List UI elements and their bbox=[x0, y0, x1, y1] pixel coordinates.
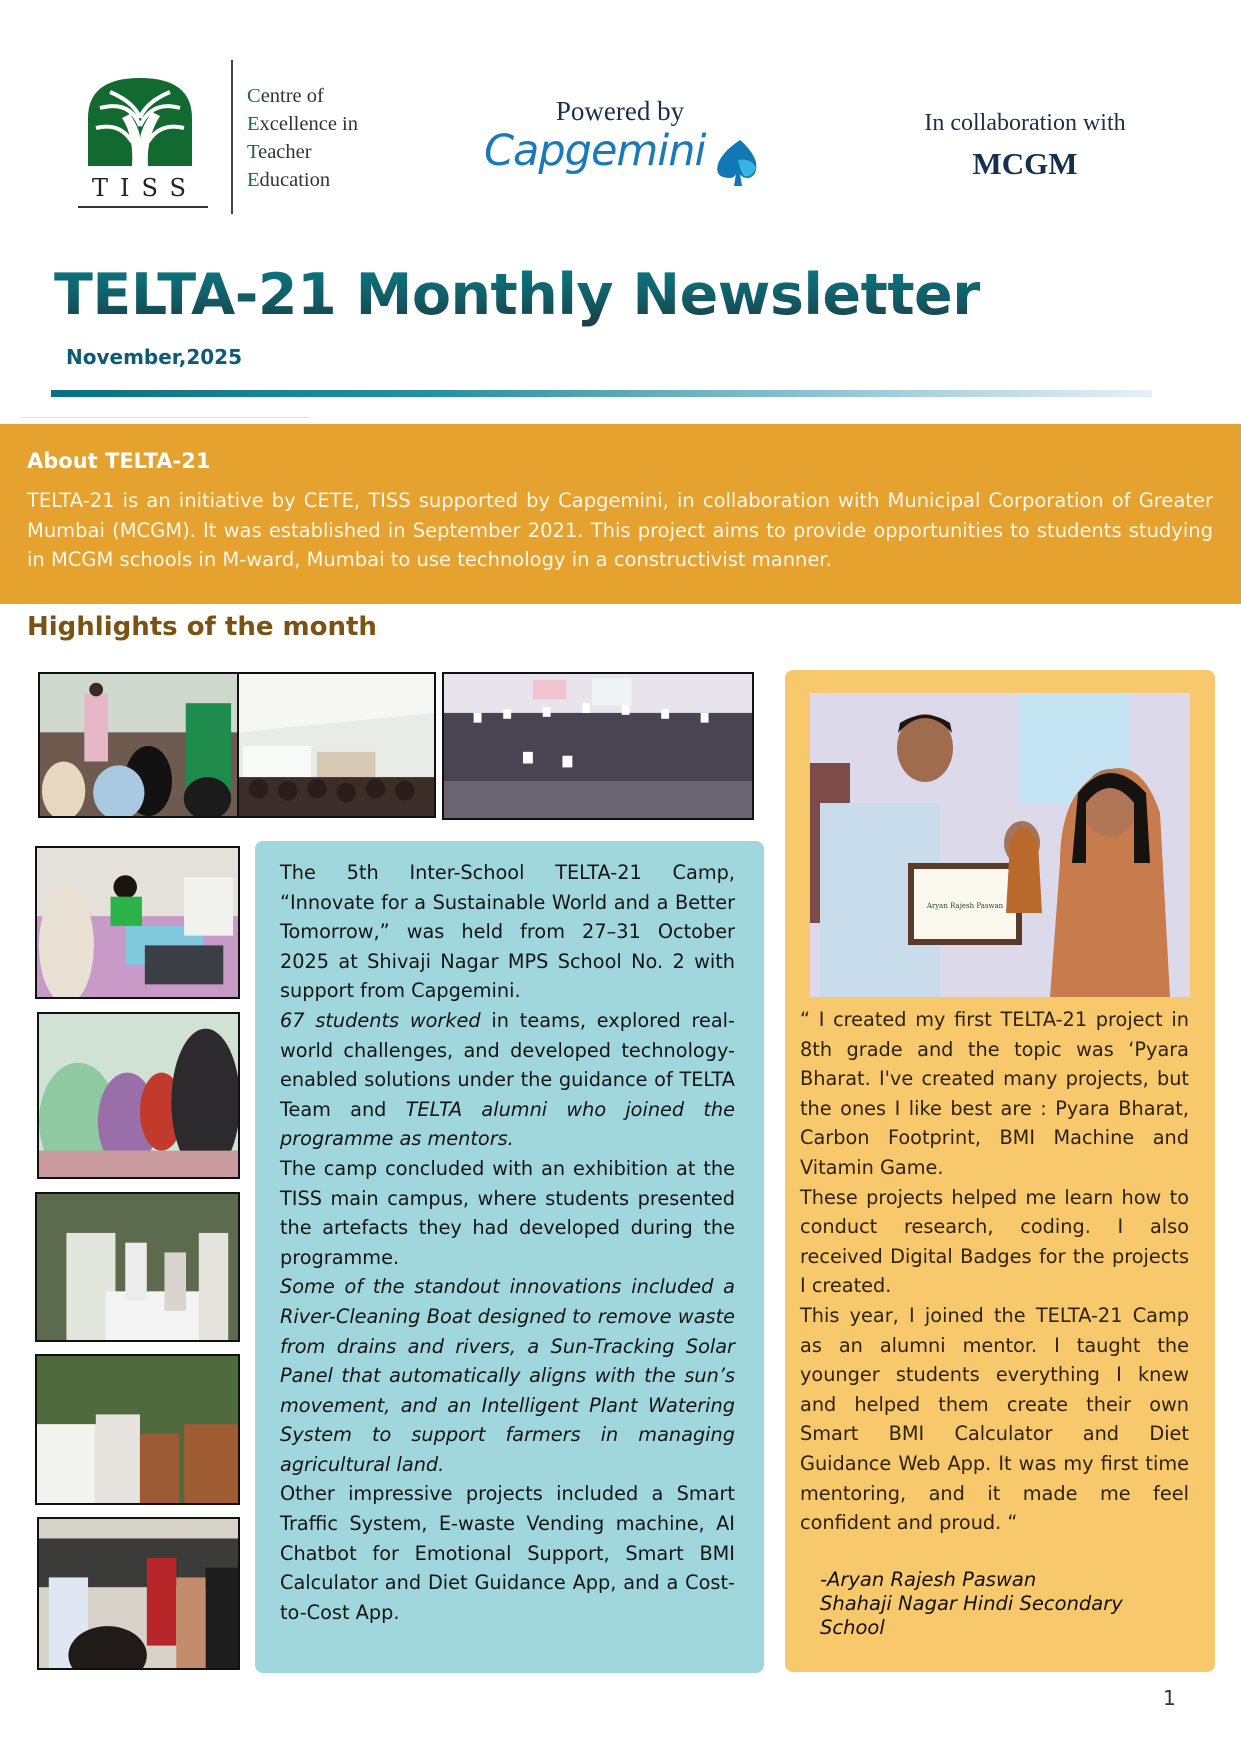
about-text: TELTA-21 is an initiative by CETE, TISS supported by Capgemini, in collaboration with Municipal Corporation of Greater Mumbai (MCGM). It was established in September 2021. This project aims to provide opportunities to students studying in MCGM schools in M-ward, Mumbai to use technology in a constructivist manner. bbox=[27, 489, 1213, 571]
photo-exhibition-2 bbox=[35, 1354, 240, 1505]
capgemini-logo: Capgemini bbox=[484, 126, 706, 176]
tiss-wordmark: TISS bbox=[92, 174, 198, 202]
tiss-underline bbox=[78, 206, 208, 208]
photo-solar-project bbox=[35, 846, 240, 999]
quote-paragraph: “ I created my first TELTA-21 project in 8th grade and the topic was ‘Pyara Bharat. I've created many projects, but the ones I like best are : Pyara Bharat, Carbon Footprint, BMI Machine and Vitamin Game. bbox=[800, 1008, 1189, 1179]
article-paragraph: Some of the standout innovations included a River-Cleaning Boat designed to remove waste from drains and rivers, a Sun-Tracking Solar Panel that automatically aligns with the sun’s movement, and an Intelligent Plant Watering System to support farmers in managing agricultural land. bbox=[280, 1275, 735, 1476]
title-divider bbox=[51, 390, 1152, 397]
testimonial-quote bbox=[800, 1005, 1189, 1538]
cete-line: Teacher bbox=[247, 141, 312, 163]
photo-certificate-presentation bbox=[810, 693, 1190, 997]
logo-separator bbox=[231, 60, 233, 214]
cete-name bbox=[247, 82, 358, 194]
photo-camp-hall bbox=[237, 672, 436, 818]
photo-girls-building bbox=[37, 1012, 240, 1179]
article-paragraph: The 5th Inter-School TELTA-21 Camp, “Innovate for a Sustainable World and a Better Tomorrow,” was held from 27–31 October 2025 at Shivaji Nagar MPS School No. 2 with support from Capgemini. bbox=[280, 861, 735, 1003]
highlights-heading: Highlights of the month bbox=[27, 612, 377, 642]
article-paragraph: Other impressive projects included a Smart Traffic System, E-waste Vending machine, AI Chatbot for Emotional Support, Smart BMI Calculator and Diet Guidance App, and a Cost-to-Cost App. bbox=[280, 1482, 735, 1624]
about-heading: About TELTA-21 bbox=[27, 449, 211, 473]
cete-line: Excellence in bbox=[247, 113, 358, 135]
testimonial-author bbox=[820, 1568, 1180, 1640]
article-text bbox=[280, 858, 735, 1627]
faint-rule bbox=[20, 417, 310, 418]
quote-paragraph: This year, I joined the TELTA-21 Camp as an alumni mentor. I taught the younger students everything I knew and helped them create their own Smart BMI Calculator and Diet Guidance Web App. It was my first time mentoring, and it made me feel confident and proud. “ bbox=[800, 1303, 1189, 1535]
quote-paragraph: These projects helped me learn how to conduct research, coding. I also received Digital Badges for the projects I created. bbox=[800, 1185, 1189, 1298]
page-number: 1 bbox=[1163, 1686, 1176, 1710]
photo-exhibition-1 bbox=[35, 1192, 240, 1342]
photo-classroom-discussion bbox=[38, 672, 239, 818]
article-paragraph: 67 students worked in teams, explored real-world challenges, and developed technology-enabled solutions under the guidance of TELTA Team and TELTA alumni who joined the programme as mentors. bbox=[280, 1008, 736, 1151]
svg-text:Aryan Rajesh Paswan: Aryan Rajesh Paswan bbox=[926, 902, 1004, 910]
article-paragraph: The camp concluded with an exhibition at the TISS main campus, where students presented the artefacts they had developed during the programme. bbox=[280, 1156, 735, 1269]
powered-by-label: Powered by bbox=[555, 96, 685, 126]
author-name: -Aryan Rajesh Paswan bbox=[820, 1568, 1037, 1591]
issue-date: November,2025 bbox=[66, 345, 242, 369]
capgemini-spade-icon bbox=[712, 138, 760, 188]
author-school: Shahaji Nagar Hindi Secondary School bbox=[820, 1592, 1123, 1639]
newsletter-title: TELTA-21 Monthly Newsletter bbox=[54, 262, 980, 328]
cete-line: Education bbox=[247, 169, 331, 191]
collaboration-label: In collaboration with bbox=[924, 110, 1126, 136]
cete-line: Centre of bbox=[247, 85, 324, 107]
photo-group-certificates bbox=[442, 672, 754, 820]
photo-exhibition-3 bbox=[37, 1517, 240, 1670]
collaborator-name: MCGM bbox=[972, 146, 1078, 181]
